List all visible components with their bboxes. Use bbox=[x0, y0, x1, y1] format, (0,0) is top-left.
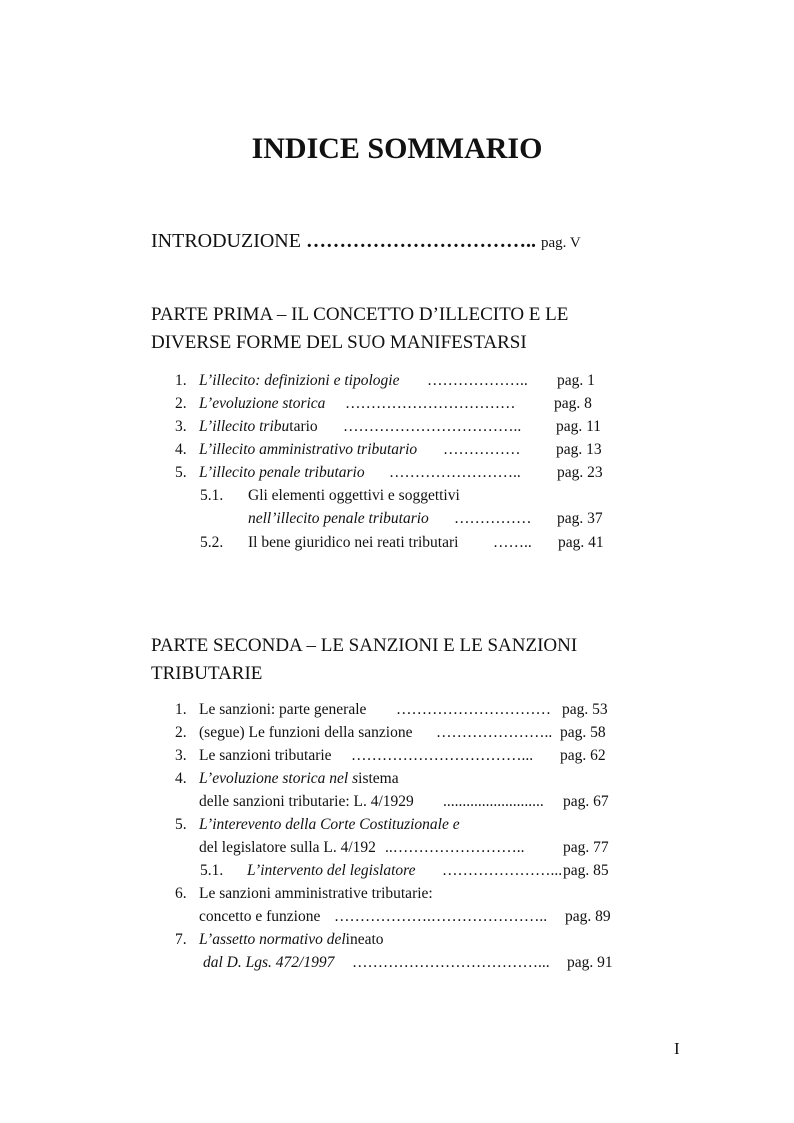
part2-entry-3: 3. Le sanzioni tributarie ……………………………... pag. 62 bbox=[175, 747, 606, 764]
part1-heading: PARTE PRIMA – IL CONCETTO D’ILLECITO E LE DIVERSE FORME DEL SUO MANIFESTARSI bbox=[151, 304, 569, 353]
intro-dots: …………………………….. bbox=[305, 230, 536, 252]
part1-sub-5-1: 5.1. Gli elementi oggettivi e soggettivi nell’illecito penale tributario …………… pag. 37 bbox=[200, 487, 603, 527]
part1-entry-1: 1. L’illecito: definizioni e tipologie ……………….. pag. 1 bbox=[175, 372, 595, 389]
part2-entry-1: 1. Le sanzioni: parte generale ………………………… pag. 53 bbox=[175, 701, 608, 718]
page-number: I bbox=[674, 1039, 680, 1058]
part2-heading: PARTE SECONDA – LE SANZIONI E LE SANZIONI TRIBUTARIE bbox=[151, 635, 578, 684]
part1-entry-3: 3. L’illecito tributario …………………………….. pag. 11 bbox=[175, 418, 602, 435]
part1-entry-2: 2. L’evoluzione storica …………………………… pag. 8 bbox=[175, 395, 592, 412]
part1-entry-4: 4. L’illecito amministrativo tributario …………… pag. 13 bbox=[175, 441, 602, 458]
part2-entry-4: 4. L’evoluzione storica nel sistema delle sanzioni tributarie: L. 4/1929 .......................... pag. 67 bbox=[175, 770, 609, 810]
intro-page: pag. V bbox=[540, 235, 581, 251]
part2-entry-5: 5. L’interevento della Corte Costituzionale e del legislatore sulla L. 4/192 ..…………………….. pag. 77 bbox=[175, 816, 609, 856]
part2-sub-5-1: 5.1. L’intervento del legislatore …………………... pag. 85 bbox=[200, 862, 609, 879]
part2-entry-6: 6. Le sanzioni amministrative tributarie: concetto e funzione ……………….………………….. pag. 89 bbox=[175, 885, 611, 925]
page-title: INDICE SOMMARIO bbox=[251, 132, 543, 165]
toc-introduction bbox=[151, 230, 581, 253]
part1-entry-5: 5. L’illecito penale tributario …………………….. pag. 23 bbox=[175, 464, 603, 481]
part2-entry-2: 2. (segue) Le funzioni della sanzione ………………….. pag. 58 bbox=[175, 724, 606, 741]
part1-sub-5-2: 5.2. Il bene giuridico nei reati tributari …….. pag. 41 bbox=[200, 534, 604, 551]
intro-label: INTRODUZIONE bbox=[151, 230, 301, 252]
part2-entry-7: 7. L’assetto normativo delineato dal D. Lgs. 472/1997 ………………………………... pag. 91 bbox=[175, 931, 613, 971]
